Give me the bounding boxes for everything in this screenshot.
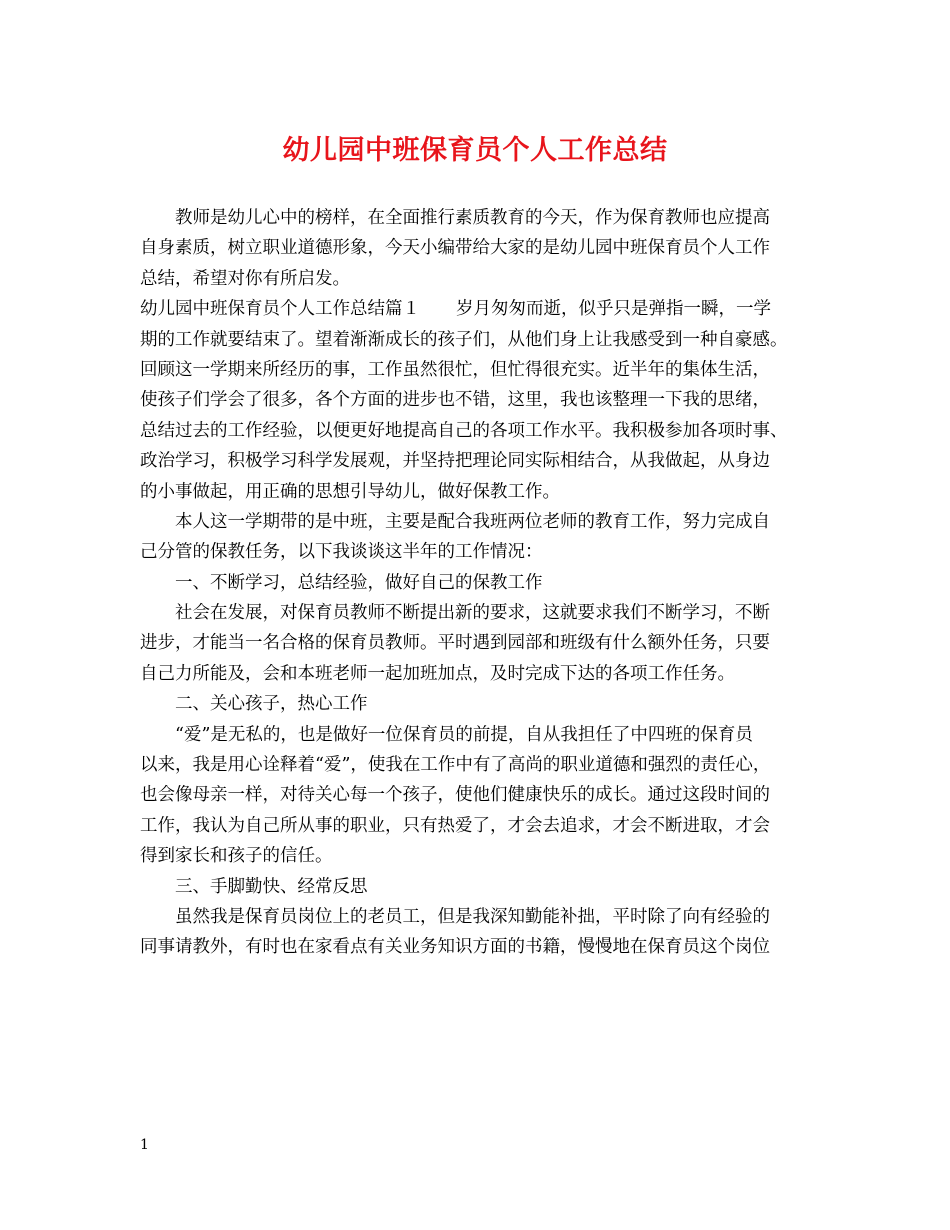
text-line: [140, 780, 825, 810]
document-title: 幼儿园中班保育员个人工作总结: [282, 135, 668, 166]
text-line: [140, 537, 825, 567]
text-line: [140, 872, 825, 902]
text-line-continuation: 岁月匆匆而逝，似乎只是弹指一瞬，一学: [456, 299, 771, 320]
text-line-content: “爱”是无私的，也是做好一位保育员的前提，自从我担任了中四班的保育员: [175, 724, 753, 745]
text-line-content: 总结，希望对你有所启发。: [140, 268, 350, 289]
text-line: [140, 264, 825, 294]
text-line-content: 三、手脚勤快、经常反思: [175, 876, 368, 897]
text-line-content: 社会在发展，对保育员教师不断提出新的要求，这就要求我们不断学习，不断: [175, 603, 770, 624]
text-line-content: 虽然我是保育员岗位上的老员工，但是我深知勤能补拙，平时除了向有经验的: [175, 906, 770, 927]
text-line: [140, 325, 825, 355]
text-line-content: 幼儿园中班保育员个人工作总结篇１: [140, 299, 420, 320]
text-line: [140, 416, 825, 446]
text-line-content: 一、不断学习，总结经验，做好自己的保教工作: [175, 572, 543, 593]
text-line: [140, 385, 825, 415]
text-line-content: 以来，我是用心诠释着“爱”，使我在工作中有了高尚的职业道德和强烈的责任心，: [140, 755, 771, 776]
text-line: [140, 233, 825, 263]
text-line: [140, 568, 825, 598]
text-line-content: 己分管的保教任务，以下我谈谈这半年的工作情况：: [140, 542, 543, 563]
text-line: [140, 811, 825, 841]
page-number: 1: [140, 1137, 149, 1153]
text-line: [140, 750, 825, 780]
text-line-content: 本人这一学期带的是中班，主要是配合我班两位老师的教育工作，努力完成自: [175, 511, 770, 532]
text-line: [140, 294, 825, 324]
text-line-content: 进步，才能当一名合格的保育员教师。平时遇到园部和班级有什么额外任务，只要: [140, 633, 770, 654]
text-line-content: 工作，我认为自己所从事的职业，只有热爱了，才会去追求，才会不断进取，才会: [140, 815, 770, 836]
text-line-content: 的小事做起，用正确的思想引导幼儿，做好保教工作。: [140, 481, 560, 502]
text-line-content: 期的工作就要结束了。望着渐渐成长的孩子们，从他们身上让我感受到一种自豪感。: [140, 329, 788, 350]
text-line-content: 政治学习，积极学习科学发展观，并坚持把理论同实际相结合，从我做起，从身边: [140, 451, 770, 472]
text-line: [140, 720, 825, 750]
text-line: [140, 355, 825, 385]
text-line: [140, 203, 825, 233]
text-line-content: 使孩子们学会了很多，各个方面的进步也不错，这里，我也该整理一下我的思绪，: [140, 390, 770, 411]
text-line-content: 自身素质，树立职业道德形象，今天小编带给大家的是幼儿园中班保育员个人工作: [140, 238, 770, 259]
text-line-content: 得到家长和孩子的信任。: [140, 846, 333, 867]
text-line: [140, 689, 825, 719]
document-body: [140, 203, 825, 963]
text-line: [140, 902, 825, 932]
text-line-content: 自己力所能及，会和本班老师一起加班加点，及时完成下达的各项工作任务。: [140, 663, 735, 684]
text-line: [140, 598, 825, 628]
text-line-content: 也会像母亲一样，对待关心每一个孩子，使他们健康快乐的成长。通过这段时间的: [140, 785, 770, 806]
text-line: [140, 628, 825, 658]
text-line: [140, 841, 825, 871]
text-line-content: 二、关心孩子，热心工作: [175, 694, 368, 715]
text-line: [140, 659, 825, 689]
text-line: [140, 507, 825, 537]
text-line-content: 教师是幼儿心中的榜样，在全面推行素质教育的今天，作为保育教师也应提高: [175, 208, 770, 228]
text-line-content: 同事请教外，有时也在家看点有关业务知识方面的书籍，慢慢地在保育员这个岗位: [140, 937, 770, 958]
text-line: [140, 446, 825, 476]
text-line-content: 总结过去的工作经验，以便更好地提高自己的各项工作水平。我积极参加各项时事、: [140, 420, 788, 441]
text-line: [140, 932, 825, 962]
text-line: [140, 477, 825, 507]
text-line-content: 回顾这一学期来所经历的事，工作虽然很忙，但忙得很充实。近半年的集体生活，: [140, 359, 770, 380]
